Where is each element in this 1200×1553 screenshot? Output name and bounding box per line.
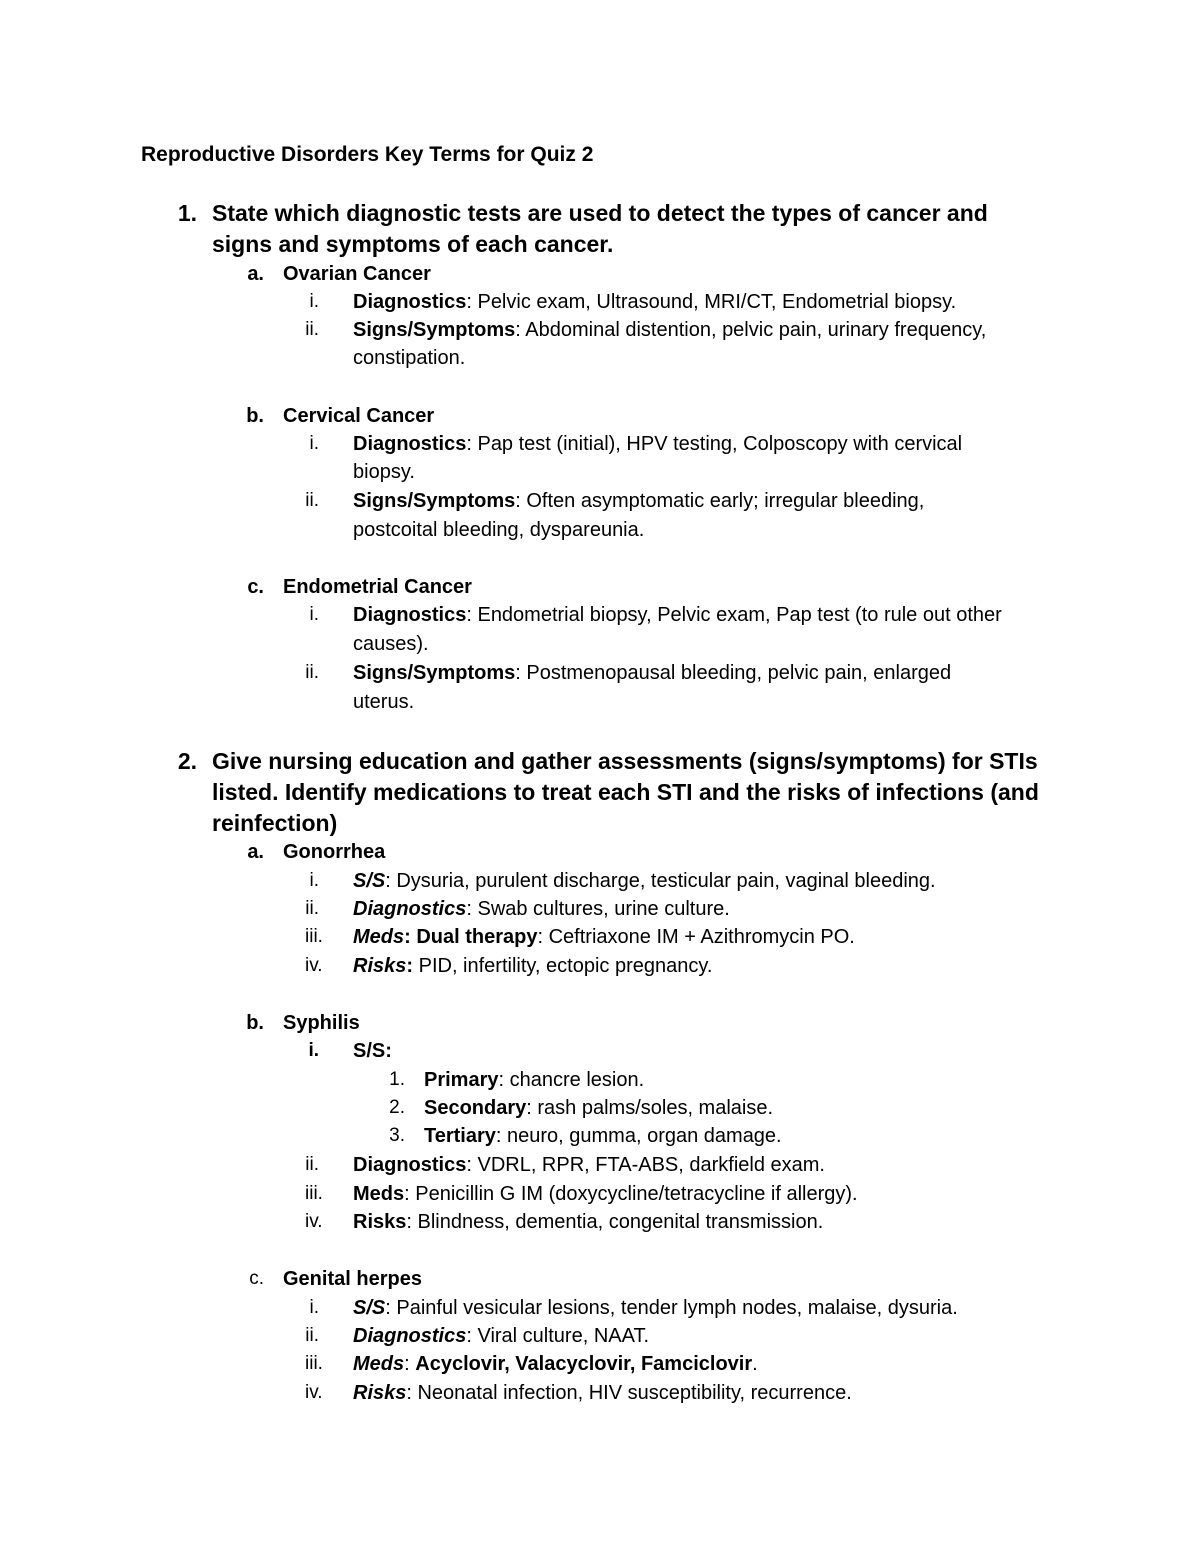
list-marker: 1. bbox=[389, 1069, 405, 1090]
list-item bbox=[353, 1379, 852, 1407]
list-marker: ii. bbox=[305, 1325, 319, 1346]
term-label: Meds bbox=[353, 926, 405, 948]
bold-term: Dual therapy bbox=[416, 926, 538, 948]
list-marker: c. bbox=[249, 1268, 264, 1289]
list-item bbox=[353, 1180, 858, 1208]
list-item bbox=[353, 952, 712, 980]
list-marker: i. bbox=[309, 291, 319, 312]
item-text: PID, infertility, ectopic pregnancy. bbox=[413, 955, 713, 977]
term-label: S/S bbox=[353, 870, 386, 892]
item-continuation: biopsy. bbox=[353, 461, 415, 483]
term-colon: : bbox=[404, 1353, 416, 1375]
list-marker: i. bbox=[309, 870, 319, 891]
term-label: Diagnostics bbox=[353, 1154, 467, 1176]
document-title: Reproductive Disorders Key Terms for Quiz 2 bbox=[141, 143, 594, 166]
item-text: : rash palms/soles, malaise. bbox=[526, 1097, 774, 1119]
question-text: State which diagnostic tests are used to detect the types of cancer and bbox=[212, 200, 988, 226]
list-marker: b. bbox=[246, 1012, 264, 1034]
list-marker: iii. bbox=[305, 926, 323, 947]
item-text: : Painful vesicular lesions, tender lymph nodes, malaise, dysuria. bbox=[385, 1297, 958, 1319]
section-heading: Endometrial Cancer bbox=[283, 576, 472, 598]
list-item bbox=[424, 1094, 773, 1122]
item-text: : chancre lesion. bbox=[498, 1069, 645, 1091]
list-item bbox=[353, 1208, 823, 1236]
list-item bbox=[353, 288, 956, 316]
list-marker: ii. bbox=[305, 319, 319, 340]
term-label: Primary bbox=[424, 1069, 499, 1091]
list-item bbox=[353, 923, 855, 951]
list-item bbox=[353, 1322, 649, 1350]
term-colon: : bbox=[406, 955, 414, 977]
section-heading: Cervical Cancer bbox=[283, 405, 435, 427]
term-label: S/S: bbox=[353, 1040, 392, 1062]
term-label: Risks bbox=[353, 1382, 407, 1404]
term-label: Diagnostics bbox=[353, 898, 467, 920]
term-label: Risks bbox=[353, 955, 407, 977]
item-text: : Pap test (initial), HPV testing, Colposcopy with cervical bbox=[466, 433, 963, 455]
list-marker: ii. bbox=[305, 490, 319, 511]
list-marker: 2. bbox=[389, 1097, 405, 1118]
list-item bbox=[353, 1151, 825, 1179]
list-item bbox=[353, 487, 924, 515]
term-label: Diagnostics bbox=[353, 291, 467, 313]
question-number: 2. bbox=[177, 748, 197, 774]
item-text: : Dysuria, purulent discharge, testicular pain, vaginal bleeding. bbox=[385, 870, 936, 892]
term-label: Diagnostics bbox=[353, 433, 467, 455]
list-marker: a. bbox=[247, 841, 264, 863]
item-text: : neuro, gumma, organ damage. bbox=[495, 1125, 782, 1147]
list-marker: iii. bbox=[305, 1183, 323, 1204]
list-marker: iv. bbox=[305, 1211, 323, 1232]
item-text: : Penicillin G IM (doxycycline/tetracycline if allergy). bbox=[404, 1183, 858, 1205]
list-item bbox=[424, 1122, 782, 1150]
question-text: listed. Identify medications to treat each STI and the risks of infections (and bbox=[212, 779, 1039, 805]
term-colon: : bbox=[404, 926, 417, 948]
list-item bbox=[353, 895, 730, 923]
list-item bbox=[353, 659, 951, 687]
list-marker: ii. bbox=[305, 898, 319, 919]
term-label: Risks bbox=[353, 1211, 407, 1233]
list-item bbox=[353, 316, 986, 344]
section-heading: Ovarian Cancer bbox=[283, 263, 431, 285]
item-text: : Postmenopausal bleeding, pelvic pain, enlarged bbox=[515, 662, 952, 684]
question-number: 1. bbox=[177, 200, 197, 226]
list-item bbox=[353, 430, 962, 458]
list-marker: i. bbox=[308, 1040, 319, 1061]
term-label: Diagnostics bbox=[353, 1325, 467, 1347]
term-label: Meds bbox=[353, 1353, 405, 1375]
item-text: : Endometrial biopsy, Pelvic exam, Pap test (to rule out other bbox=[466, 604, 1002, 626]
list-marker: 3. bbox=[389, 1125, 405, 1146]
item-text: : Viral culture, NAAT. bbox=[466, 1325, 650, 1347]
term-label: Diagnostics bbox=[353, 604, 467, 626]
section-heading: Genital herpes bbox=[283, 1268, 422, 1290]
question-text: Give nursing education and gather assessments (signs/symptoms) for STIs bbox=[212, 748, 1038, 774]
list-marker: c. bbox=[247, 576, 264, 598]
bold-term: Acyclovir, Valacyclovir, Famciclovir bbox=[415, 1353, 753, 1375]
list-item bbox=[353, 1294, 958, 1322]
term-label: Signs/Symptoms bbox=[353, 319, 516, 341]
item-continuation: causes). bbox=[353, 633, 429, 655]
term-label: Secondary bbox=[424, 1097, 527, 1119]
item-text: : Often asymptomatic early; irregular bleeding, bbox=[515, 490, 925, 512]
list-item bbox=[353, 601, 1002, 629]
list-marker: ii. bbox=[305, 1154, 319, 1175]
list-marker: i. bbox=[309, 604, 319, 625]
item-text: : VDRL, RPR, FTA-ABS, darkfield exam. bbox=[466, 1154, 825, 1176]
item-text: : Blindness, dementia, congenital transmission. bbox=[406, 1211, 824, 1233]
term-label: Meds bbox=[353, 1183, 405, 1205]
item-continuation: postcoital bleeding, dyspareunia. bbox=[353, 519, 645, 541]
section-heading: Gonorrhea bbox=[283, 841, 386, 863]
item-continuation: constipation. bbox=[353, 347, 466, 369]
item-text: . bbox=[752, 1353, 758, 1375]
list-marker: a. bbox=[247, 263, 264, 285]
term-label: S/S bbox=[353, 1297, 386, 1319]
list-item bbox=[353, 1350, 758, 1378]
question-text: signs and symptoms of each cancer. bbox=[212, 231, 614, 257]
question-text: reinfection) bbox=[212, 810, 338, 836]
item-continuation: uterus. bbox=[353, 691, 415, 713]
item-text: : Pelvic exam, Ultrasound, MRI/CT, Endometrial biopsy. bbox=[466, 291, 957, 313]
list-marker: i. bbox=[309, 1297, 319, 1318]
list-item bbox=[424, 1066, 644, 1094]
term-label: Tertiary bbox=[424, 1125, 496, 1147]
term-label: Signs/Symptoms bbox=[353, 490, 516, 512]
list-marker: iv. bbox=[305, 1382, 323, 1403]
item-text: : Ceftriaxone IM + Azithromycin PO. bbox=[537, 926, 855, 948]
item-text: : Abdominal distention, pelvic pain, urinary frequency, bbox=[515, 319, 987, 341]
item-text: : Neonatal infection, HIV susceptibility, recurrence. bbox=[406, 1382, 852, 1404]
list-marker: iii. bbox=[305, 1353, 323, 1374]
list-item bbox=[353, 867, 936, 895]
list-marker: ii. bbox=[305, 662, 319, 683]
item-text: : Swab cultures, urine culture. bbox=[466, 898, 730, 920]
list-marker: b. bbox=[246, 405, 264, 427]
list-marker: iv. bbox=[305, 955, 323, 976]
term-label: Signs/Symptoms bbox=[353, 662, 516, 684]
section-heading: Syphilis bbox=[283, 1012, 360, 1034]
list-marker: i. bbox=[309, 433, 319, 454]
